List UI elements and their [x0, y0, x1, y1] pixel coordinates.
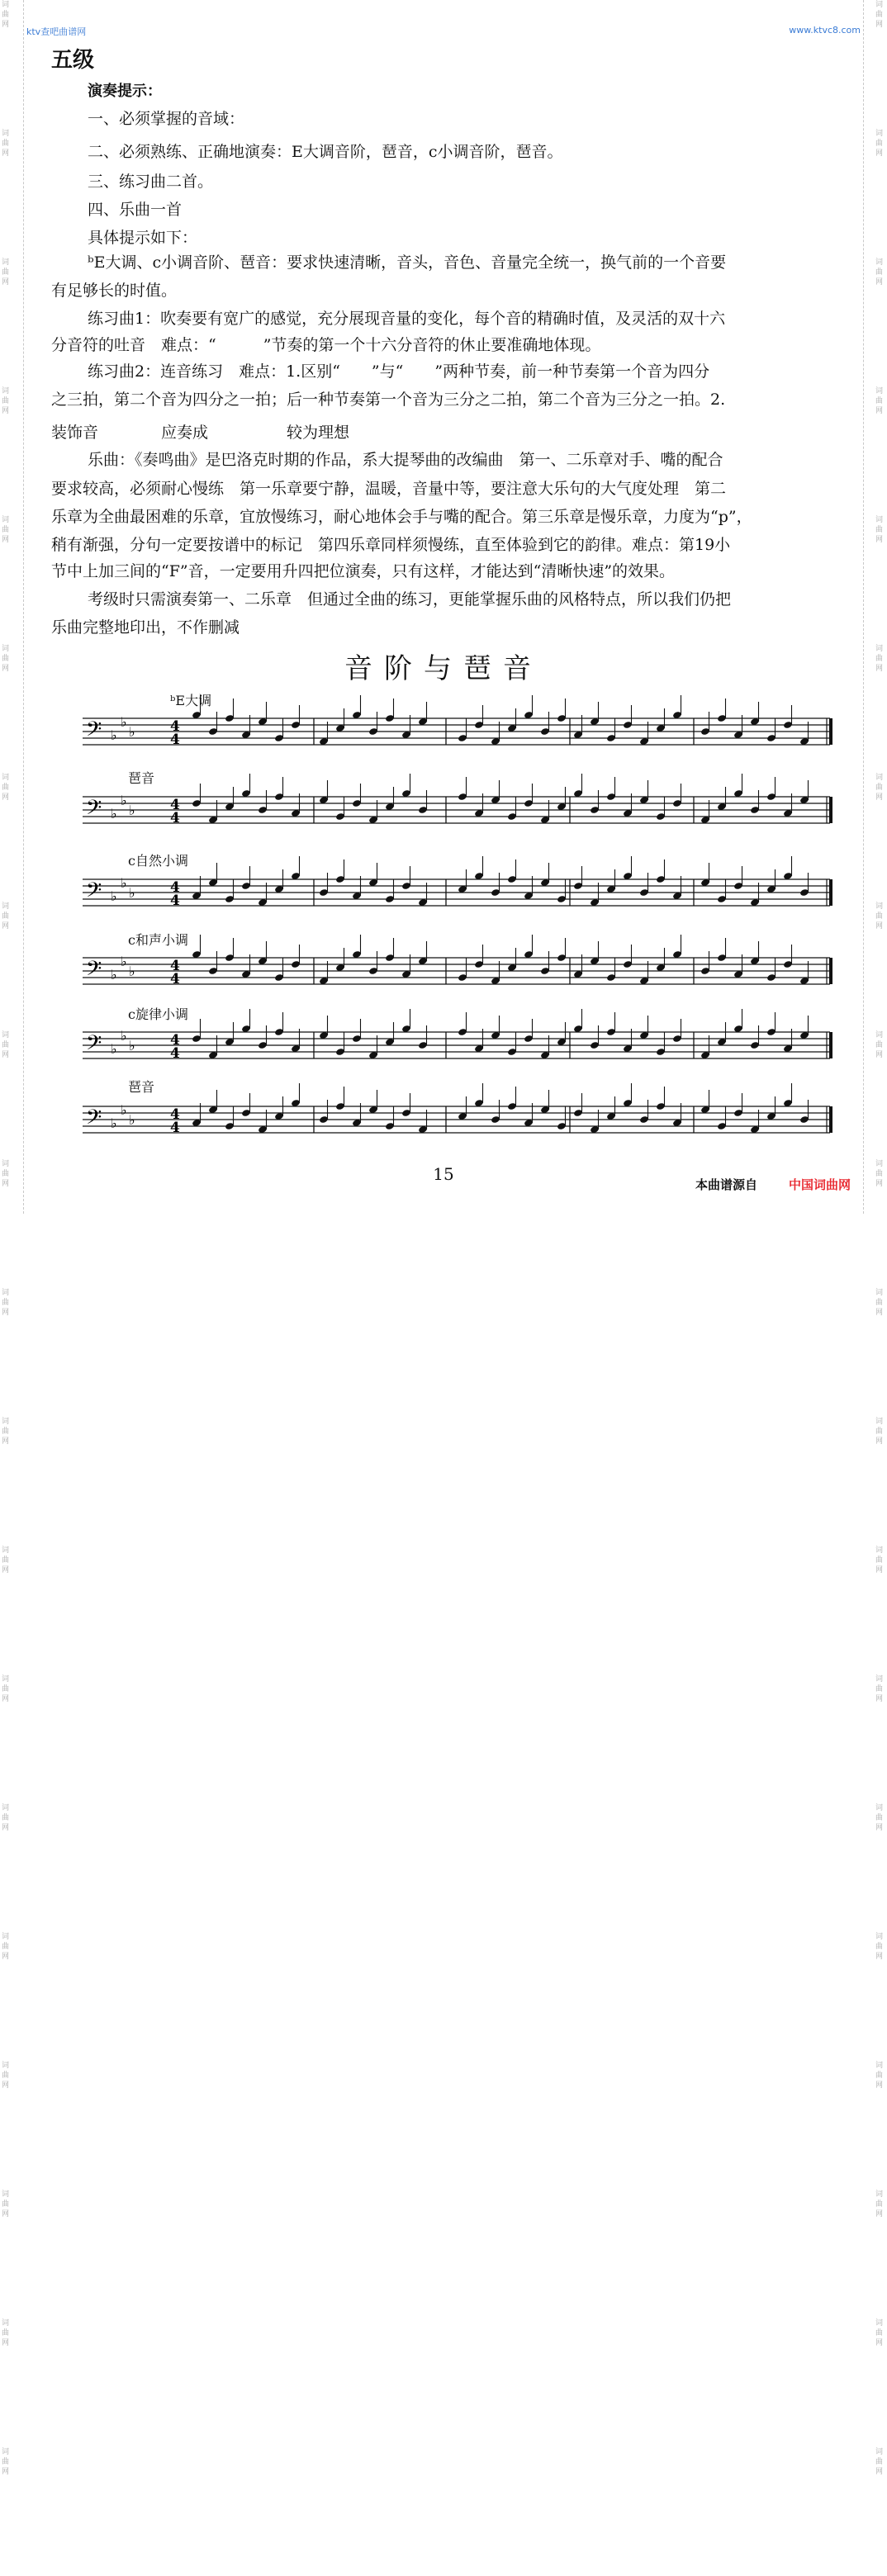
flat-icon: ♭ — [129, 964, 135, 979]
bass-clef-icon: 𝄢 — [86, 1031, 102, 1060]
staff-label: 琶音 — [128, 770, 155, 786]
header-site-url[interactable]: www.ktvc8.com — [789, 25, 861, 36]
flat-icon: ♭ — [121, 714, 127, 730]
body-line: 练习曲1：吹奏要有宽广的感觉，充分展现音量的变化，每个音的精确时值，及灵活的双十六 — [88, 310, 726, 328]
final-bar-thick — [829, 718, 832, 745]
flat-icon: ♭ — [121, 1102, 127, 1118]
time-signature-bottom: 4 — [170, 971, 180, 987]
final-bar-thick — [829, 797, 832, 823]
right-watermark: 词 曲 网 词 曲 网 词 曲 网 词 曲 网 词 曲 网 词 曲 网 词 曲 网 词 曲 网 词 曲 网 词 曲 网 词 曲 网 词 曲 网 词 曲 网 词 曲 网 词 曲 网 词 曲 网 词 曲 网 词 曲 网 词 曲 网 词 曲 网 — [875, 1, 884, 2476]
body-line: 乐曲：《奏鸣曲》是巴洛克时期的作品，系大提琴曲的改编曲 第一、二乐章对手、嘴的配合 — [88, 451, 723, 469]
final-bar-thick — [829, 958, 832, 984]
bass-clef-icon: 𝄢 — [86, 957, 102, 986]
tip-line: 具体提示如下： — [88, 229, 198, 247]
body-line: 考级时只需演奏第一、二乐章 但通过全曲的练习，更能掌握乐曲的风格特点，所以我们仍把 — [88, 590, 732, 608]
staff-label: 琶音 — [128, 1079, 155, 1095]
flat-icon: ♭ — [129, 1112, 135, 1128]
header-site-name[interactable]: ktv查吧曲谱网 — [26, 26, 87, 37]
time-signature-top: 4 — [170, 1032, 180, 1049]
page-number: 15 — [433, 1164, 454, 1184]
time-signature-top: 4 — [170, 797, 180, 813]
time-signature-bottom: 4 — [170, 810, 180, 826]
body-line: 分音符的吐音 难点：“ ”节奏的第一个十六分音符的休止要准确地体现。 — [51, 336, 601, 354]
flat-icon: ♭ — [129, 885, 135, 901]
flat-icon: ♭ — [129, 1038, 135, 1054]
time-signature-bottom: 4 — [170, 732, 180, 748]
staff-label: ᵇE大调 — [170, 693, 212, 708]
body-line: 练习曲2：连音练习 难点：1.区别“ ”与“ ”两种节奏，前一种节奏第一个音为四分 — [88, 362, 710, 381]
tip-line: 四、乐曲一首 — [88, 201, 183, 219]
time-signature-bottom: 4 — [170, 1120, 180, 1136]
body-line: 稍有渐强，分句一定要按谱中的标记 第四乐章同样须慢练，直至体验到它的韵律。难点：第19小 — [51, 536, 731, 554]
time-signature-bottom: 4 — [170, 1045, 180, 1062]
staff-label: c自然小调 — [128, 853, 188, 869]
source-label: 本曲谱源自 — [695, 1177, 758, 1192]
body-line: 有足够长的时值。 — [51, 282, 178, 300]
flat-icon: ♭ — [111, 727, 117, 743]
flat-icon: ♭ — [129, 724, 135, 740]
bass-clef-icon: 𝄢 — [86, 878, 102, 907]
tip-line: 三、练习曲二首。 — [88, 173, 214, 191]
music-score — [0, 0, 887, 1214]
flat-icon: ♭ — [111, 1041, 117, 1057]
body-line: 要求较高，必须耐心慢练 第一乐章要宁静，温暖，音量中等，要注意大乐句的大气度处理 第二 — [51, 480, 727, 498]
time-signature-top: 4 — [170, 958, 180, 974]
flat-icon: ♭ — [111, 1115, 117, 1131]
flat-icon: ♭ — [121, 954, 127, 969]
staff-label: c和声小调 — [128, 932, 188, 948]
body-line: 节中上加三间的“F”音，一定要用升四把位演奏，只有这样，才能达到“清晰快速”的效果。 — [51, 562, 676, 580]
time-signature-top: 4 — [170, 879, 180, 896]
tip-line: 二、必须熟练、正确地演奏：E大调音阶，琶音，c小调音阶，琶音。 — [88, 143, 563, 161]
flat-icon: ♭ — [121, 793, 127, 808]
tip-line: 一、必须掌握的音域： — [88, 110, 245, 128]
source-site-link[interactable]: 中国词曲网 — [789, 1177, 851, 1192]
body-line: 之三拍，第二个音为四分之一拍；后一种节奏第一个音为三分之二拍，第二个音为三分之一拍。2. — [51, 391, 726, 409]
time-signature-bottom: 4 — [170, 893, 180, 909]
body-line: 乐章为全曲最困难的乐章，宜放慢练习，耐心地体会手与嘴的配合。第三乐章是慢乐章，力度为“p”， — [51, 508, 752, 526]
flat-icon: ♭ — [111, 806, 117, 822]
flat-icon: ♭ — [111, 967, 117, 983]
level-title: 五级 — [51, 48, 95, 73]
final-bar-thick — [829, 1106, 832, 1133]
body-line: ᵇE大调、c小调音阶、琶音：要求快速清晰，音头，音色、音量完全统一，换气前的一个音要 — [88, 253, 727, 272]
flat-icon: ♭ — [121, 875, 127, 891]
flat-icon: ♭ — [121, 1028, 127, 1044]
left-watermark: 词 曲 网 词 曲 网 词 曲 网 词 曲 网 词 曲 网 词 曲 网 词 曲 网 词 曲 网 词 曲 网 词 曲 网 词 曲 网 词 曲 网 词 曲 网 词 曲 网 词 曲 网 词 曲 网 词 曲 网 词 曲 网 词 曲 网 词 曲 网 — [2, 1, 10, 2476]
flat-icon: ♭ — [129, 803, 135, 818]
staff-label: c旋律小调 — [128, 1006, 188, 1022]
bass-clef-icon: 𝄢 — [86, 1106, 102, 1134]
tips-heading: 演奏提示： — [88, 83, 162, 100]
bass-clef-icon: 𝄢 — [86, 796, 102, 825]
final-bar-thick — [829, 1032, 832, 1058]
score-title: 音阶与琶音 — [344, 652, 543, 685]
bass-clef-icon: 𝄢 — [86, 717, 102, 746]
time-signature-top: 4 — [170, 718, 180, 735]
body-line: 装饰音 应奏成 较为理想 — [51, 424, 350, 442]
final-bar-thick — [829, 879, 832, 906]
time-signature-top: 4 — [170, 1106, 180, 1123]
body-line: 乐曲完整地印出，不作删减 — [51, 618, 240, 637]
flat-icon: ♭ — [111, 888, 117, 904]
